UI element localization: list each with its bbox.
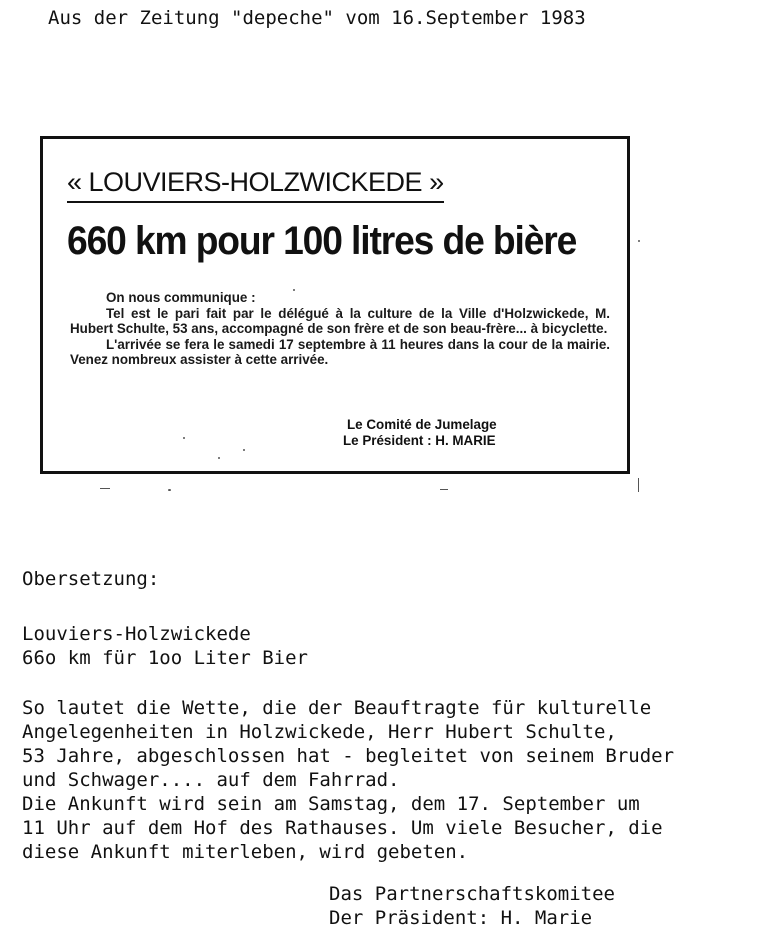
translation-body-line: und Schwager.... auf dem Fahrrad. xyxy=(22,769,400,791)
translation-body-line: Angelegenheiten in Holzwickede, Herr Hubert Schulte, xyxy=(22,721,617,743)
clipping-paragraph-1: Tel est le pari fait par le délégué à la culture de la Ville d'Holzwickede, M. Hubert Schulte, 53 ans, accompagné de son frère et de son beau-frère... à bicyclette. xyxy=(70,305,610,337)
speck xyxy=(293,289,295,291)
translation-signature-president: Der Präsident: H. Marie xyxy=(329,907,593,929)
clipping-kicker: « LOUVIERS-HOLZWICKEDE » xyxy=(67,165,444,203)
translation-body-line: Die Ankunft wird sein am Samstag, dem 17. September um xyxy=(22,793,640,815)
scan-artifact xyxy=(168,489,171,491)
clipping-body xyxy=(70,290,610,368)
translation-heading: Obersetzung: xyxy=(22,568,160,590)
speck xyxy=(183,437,185,439)
clipping-headline: 660 km pour 100 litres de bière xyxy=(67,219,577,263)
translation-title-line-1: Louviers-Holzwickede xyxy=(22,623,251,645)
translation-body-line: 53 Jahre, abgeschlossen hat - begleitet von seinem Bruder xyxy=(22,745,675,767)
translation-body-line: diese Ankunft miterleben, wird gebeten. xyxy=(22,841,469,863)
translation-title-line-2: 66o km für 1oo Liter Bier xyxy=(22,647,308,669)
translation-body-line: So lautet die Wette, die der Beauftragte für kulturelle xyxy=(22,697,652,719)
speck xyxy=(218,457,220,459)
source-line: Aus der Zeitung "depeche" vom 16.September 1983 xyxy=(48,7,586,29)
scan-artifact xyxy=(100,488,110,489)
clipping-intro: On nous communique : xyxy=(106,290,256,305)
scan-artifact xyxy=(638,240,640,242)
newspaper-clipping xyxy=(40,136,630,474)
translation-body-line: 11 Uhr auf dem Hof des Rathauses. Um viele Besucher, die xyxy=(22,817,663,839)
clipping-signature xyxy=(343,417,497,449)
clipping-paragraph-2: L'arrivée se fera le samedi 17 septembre à 11 heures dans la cour de la mairie. Venez nombreux assister à cette arrivée. xyxy=(70,336,610,368)
clipping-signature-president: Le Président : H. MARIE xyxy=(343,433,496,448)
translation-signature-committee: Das Partnerschaftskomitee xyxy=(329,883,615,905)
speck xyxy=(243,449,245,451)
scan-artifact xyxy=(440,489,448,490)
clipping-signature-committee: Le Comité de Jumelage xyxy=(347,417,497,432)
scan-artifact xyxy=(638,478,639,492)
